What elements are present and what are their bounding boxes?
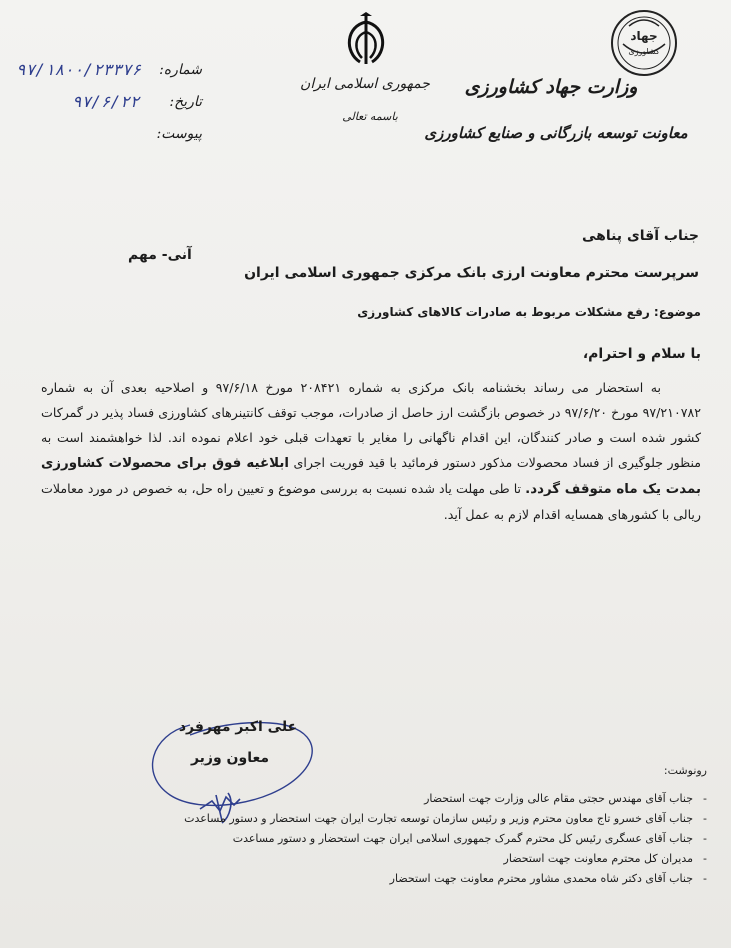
cc-item: - جناب آقای دکتر شاه محمدی مشاور محترم معاونت جهت استحضار bbox=[151, 870, 711, 887]
number-value: ۹۷/۱۸۰۰/۲۳۳۷۶ bbox=[16, 60, 142, 79]
date-row bbox=[12, 90, 202, 122]
cc-label: رونوشت: bbox=[663, 764, 707, 777]
cc-item: - جناب آقای مهندس حجتی مقام عالی وزارت جهت استحضار bbox=[151, 790, 711, 807]
recipient-title: سرپرست محترم معاونت ارزی بانک مرکزی جمهوری اسلامی ایران bbox=[244, 265, 699, 281]
cc-list bbox=[151, 790, 711, 890]
recipient-name: جناب آقای پناهی bbox=[581, 228, 699, 244]
subject-line: موضوع: رفع مشکلات مربوط به صادرات کالاهای کشاورزی bbox=[357, 305, 701, 319]
body-text-part1: به استحضار می رساند بخشنامه بانک مرکزی به شماره ۲۰۸۴۲۱ مورخ ۹۷/۶/۱۸ و اصلاحیه بعدی آن به شماره ۹۷/۲۱۰۷۸۲ مورخ ۹۷/۶/۲۰ در خصوص بازگشت ارز حاصل از صادرات، موجب توقف کانتینرهای کشاورزی فساد پذیر در گمرکات کشور شده است و صادر کنندگان، این اقدام ناگهانی را مغایر با تعهدات قبلی خود اعلام نموده اند. لذا خواهشمند است به منظور جلوگیری از فساد محصولات مذکور دستور فرمائید با قید فوریت اجرای bbox=[41, 380, 701, 470]
body-text-part2: تا طی مهلت یاد شده نسبت به بررسی موضوع و تعیین راه حل، به خصوص در مورد معاملات ریالی با کشورهای همسایه اقدام لازم به عمل آید. bbox=[41, 481, 701, 522]
number-label: شماره: bbox=[159, 62, 202, 78]
signatory-name: علی اکبر مهرفرد bbox=[178, 719, 298, 735]
date-value: ۹۷/۶/۲۲ bbox=[72, 92, 140, 111]
republic-title: جمهوری اسلامی ایران bbox=[300, 76, 430, 92]
attachment-label: پیوست: bbox=[156, 126, 202, 142]
cc-item: - مدیران کل محترم معاونت جهت استحضار bbox=[151, 850, 711, 867]
logo-bottom-text: کشاورزی bbox=[628, 47, 660, 56]
body-text-bold: ابلاغیه فوق برای محصولات کشاورزی بمدت یک ماه متوقف گردد. bbox=[41, 456, 702, 497]
greeting: با سلام و احترام، bbox=[582, 346, 701, 362]
logo-top-text: جهاد bbox=[630, 29, 658, 43]
number-row bbox=[12, 58, 202, 90]
ministry-subtitle: معاونت توسعه بازرگانی و صنایع کشاورزی bbox=[424, 124, 688, 142]
iran-emblem-icon bbox=[336, 12, 396, 72]
date-label: تاریخ: bbox=[169, 94, 202, 110]
letter-body bbox=[41, 375, 701, 527]
ministry-logo-icon bbox=[609, 8, 679, 78]
basmeh: باسمه تعالی bbox=[342, 110, 398, 123]
cc-item: - جناب آقای عسگری رئیس کل محترم گمرک جمهوری اسلامی ایران جهت استحضار و دستور مساعدت bbox=[151, 830, 711, 847]
letter-meta bbox=[12, 58, 202, 154]
urgency-label: آنی- مهم bbox=[128, 247, 192, 263]
body-paragraph bbox=[41, 375, 701, 527]
cc-item: - جناب آقای خسرو تاج معاون محترم وزیر و رئیس سازمان توسعه تجارت ایران جهت استحضار و دستور مساعدت bbox=[151, 810, 711, 827]
attachment-row bbox=[12, 122, 202, 154]
ministry-title: وزارت جهاد کشاورزی bbox=[464, 76, 638, 98]
signatory-title: معاون وزیر bbox=[190, 750, 270, 766]
